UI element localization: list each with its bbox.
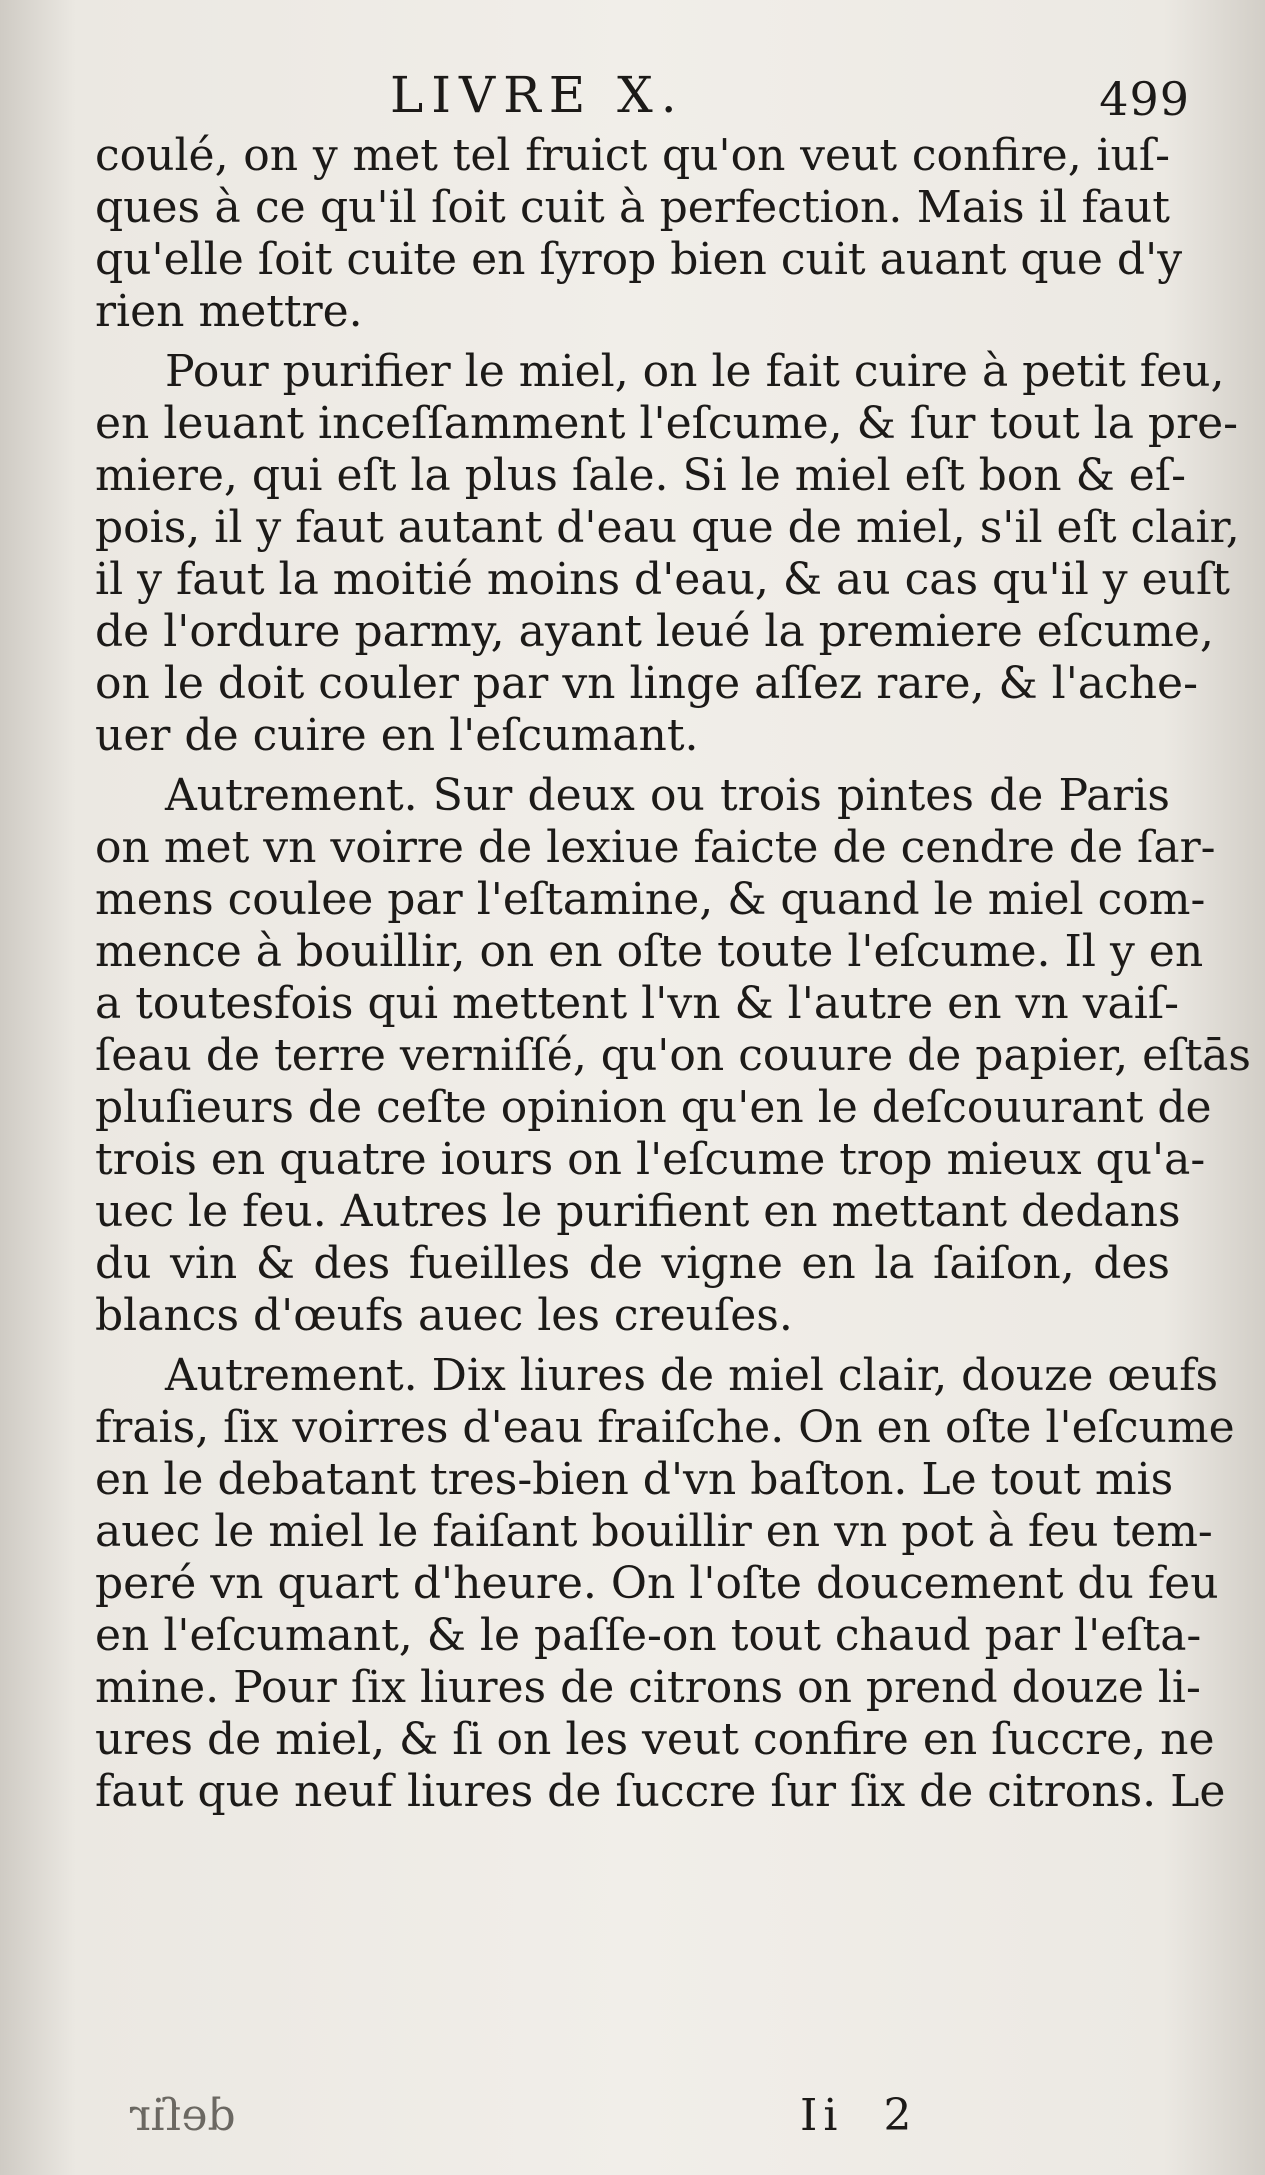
text-line: uer de cuire en l'eſcumant.	[95, 710, 699, 761]
text-line: ques à ce qu'il ſoit cuit à perfection. Mais il faut	[95, 182, 1170, 233]
text-line: mine. Pour ſix liures de citrons on prend douze li-	[95, 1662, 1201, 1713]
running-head	[390, 66, 1190, 136]
text-line: Pour purifier le miel, on le fait cuire à petit feu,	[165, 346, 1225, 397]
text-line: peré vn quart d'heure. On l'oſte doucement du feu	[95, 1558, 1219, 1609]
text-line: blancs d'œufs auec les creuſes.	[95, 1290, 793, 1341]
text-line: Autrement. Sur deux ou trois pintes de Paris	[165, 770, 1170, 821]
text-line: frais, ſix voirres d'eau fraiſche. On en oſte l'eſcume	[95, 1402, 1235, 1453]
text-line: en le debatant tres-bien d'vn baſton. Le tout mis	[95, 1454, 1174, 1505]
bleed-through-catchword: deſir	[130, 2090, 236, 2141]
text-line: qu'elle ſoit cuite en ſyrop bien cuit auant que d'y	[95, 234, 1183, 285]
text-line: mence à bouillir, on en oſte toute l'eſcume. Il y en	[95, 926, 1204, 977]
text-line: pluſieurs de ceſte opinion qu'en le deſcouurant de	[95, 1082, 1212, 1133]
text-line: de l'ordure parmy, ayant leué la premiere eſcume,	[95, 606, 1214, 657]
text-line: du vin & des fueilles de vigne en la ſaiſon, des	[95, 1238, 1170, 1289]
text-line: trois en quatre iours on l'eſcume trop mieux qu'a-	[95, 1134, 1206, 1185]
text-line: ures de miel, & ſi on les veut confire en ſuccre, ne	[95, 1714, 1215, 1765]
paragraph	[95, 346, 1240, 762]
text-line: mens coulee par l'eſtamine, & quand le miel com-	[95, 874, 1206, 925]
text-line: en leuant inceſſamment l'eſcume, & ſur tout la pre-	[95, 398, 1239, 449]
text-line: auec le miel le faiſant bouillir en vn pot à feu tem-	[95, 1506, 1213, 1557]
body-text	[95, 130, 1251, 1826]
text-line: on le doit couler par vn linge aſſez rare, & l'ache-	[95, 658, 1198, 709]
paragraph	[95, 130, 1183, 338]
text-line: uec le feu. Autres le purifient en mettant dedans	[95, 1186, 1181, 1237]
page-number: 499	[1099, 72, 1190, 126]
text-line: Autrement. Dix liures de miel clair, douze œufs	[165, 1350, 1219, 1401]
text-line: rien mettre.	[95, 286, 363, 337]
text-line: pois, il y faut autant d'eau que de miel, s'il eſt clair,	[95, 502, 1240, 553]
paragraph	[95, 770, 1251, 1342]
text-line: coulé, on y met tel fruict qu'on veut confire, iuſ-	[95, 130, 1170, 181]
signature-mark	[800, 2090, 917, 2141]
signature-number: 2	[883, 2090, 918, 2141]
text-line: on met vn voirre de lexiue faicte de cendre de ſar-	[95, 822, 1216, 873]
text-line: il y faut la moitié moins d'eau, & au cas qu'il y euſt	[95, 554, 1230, 605]
signature-letters: Ii	[800, 2090, 844, 2141]
text-line: en l'eſcumant, & le paſſe-on tout chaud par l'eſta-	[95, 1610, 1202, 1661]
text-line: miere, qui eſt la plus ſale. Si le miel eſt bon & eſ-	[95, 450, 1186, 501]
text-line: a toutesfois qui mettent l'vn & l'autre en vn vaiſ-	[95, 978, 1180, 1029]
text-line: faut que neuf liures de ſuccre ſur ſix de citrons. Le	[95, 1766, 1226, 1817]
text-line: ſeau de terre verniſſé, qu'on couure de papier, eſtās	[95, 1030, 1251, 1081]
running-head-title: LIVRE X.	[390, 66, 685, 124]
page-footer	[0, 2090, 1265, 2150]
paragraph	[95, 1350, 1235, 1818]
